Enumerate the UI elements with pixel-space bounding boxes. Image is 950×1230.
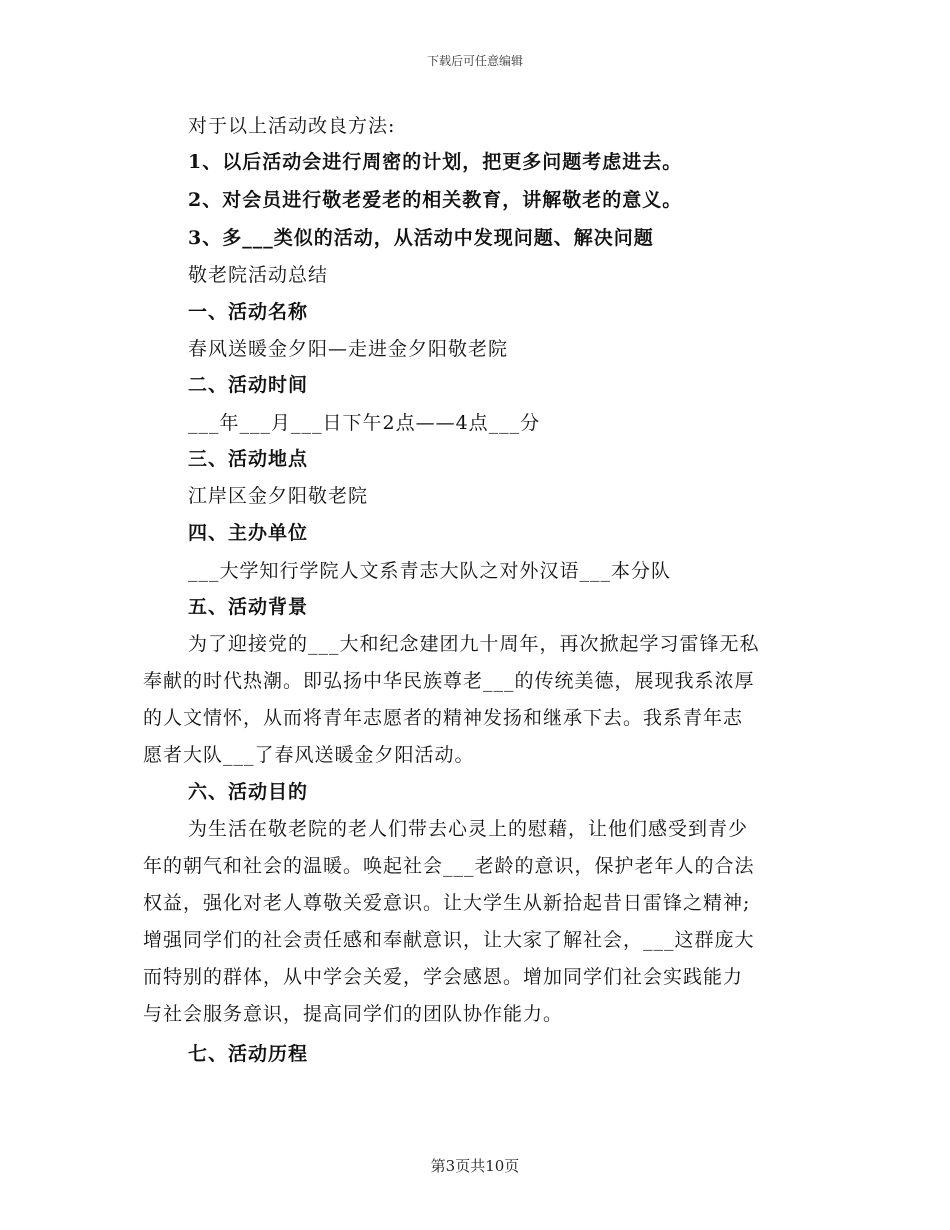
section-6-heading: 六、活动目的 xyxy=(188,781,309,803)
section-6-line-5: 而特别的群体，从中学会关爱，学会感恩。增加同学们社会实践能力 xyxy=(143,966,744,988)
summary-title: 敬老院活动总结 xyxy=(188,264,329,286)
section-2-text: ___年___月___日下午2点——4点___分 xyxy=(188,412,541,434)
improve-item-3: 3、多___类似的活动，从活动中发现问题、解决问题 xyxy=(188,227,654,249)
section-6-line-3: 权益，强化对老人尊敬关爱意识。让大学生从新拾起昔日雷锋之精神; xyxy=(143,892,751,914)
section-6-line-2: 年的朝气和社会的温暖。唤起社会___老龄的意识，保护老年人的合法 xyxy=(143,855,755,877)
section-1-heading: 一、活动名称 xyxy=(188,301,309,323)
section-2-heading: 二、活动时间 xyxy=(188,374,309,396)
page-header: 下载后可任意编辑 xyxy=(426,54,523,68)
section-5-heading: 五、活动背景 xyxy=(188,596,309,618)
section-5-line-4: 愿者大队___了春风送暖金夕阳活动。 xyxy=(143,744,475,766)
section-1-text: 春风送暖金夕阳—走进金夕阳敬老院 xyxy=(188,338,509,360)
section-3-text: 江岸区金夕阳敬老院 xyxy=(188,485,369,507)
section-6-line-1: 为生活在敬老院的老人们带去心灵上的慰藉，让他们感受到青少 xyxy=(188,818,749,840)
page-footer: 第3页共10页 xyxy=(430,1157,520,1175)
section-7-heading: 七、活动历程 xyxy=(188,1043,309,1065)
section-5-line-2: 奉献的时代热潮。即弘扬中华民族尊老___的传统美德，展现我系浓厚 xyxy=(143,670,755,692)
improve-item-1: 1、以后活动会进行周密的计划，把更多问题考虑进去。 xyxy=(188,151,683,173)
section-3-heading: 三、活动地点 xyxy=(188,448,309,470)
section-5-line-3: 的人文情怀，从而将青年志愿者的精神发扬和继承下去。我系青年志 xyxy=(143,707,744,729)
section-5-line-1: 为了迎接党的___大和纪念建团九十周年，再次掀起学习雷锋无私 xyxy=(188,633,760,655)
section-4-heading: 四、主办单位 xyxy=(188,522,309,544)
section-6-line-6: 与社会服务意识，提高同学们的团队协作能力。 xyxy=(143,1003,564,1025)
section-4-text: ___大学知行学院人文系青志大队之对外汉语___本分队 xyxy=(188,560,672,582)
improve-item-2: 2、对会员进行敬老爱老的相关教育，讲解敬老的意义。 xyxy=(188,189,683,211)
improve-title: 对于以上活动改良方法: xyxy=(188,115,396,137)
section-6-line-4: 增强同学们的社会责任感和奉献意识，让大家了解社会，___这群庞大 xyxy=(143,929,755,951)
